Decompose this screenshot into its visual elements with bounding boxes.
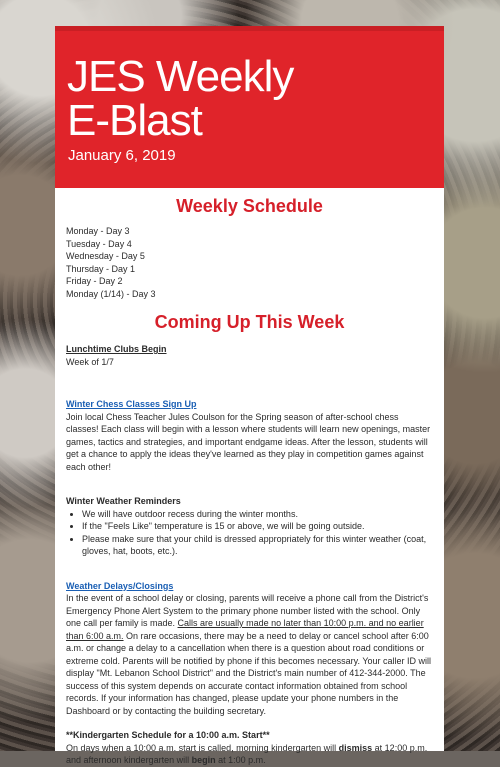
schedule-day: Tuesday - Day 4: [66, 238, 132, 249]
header-banner: [55, 26, 444, 188]
weather-delays-text: [66, 592, 433, 717]
delays-text-a: In the event of a school delay or closing, parents will receive a phone call from the District's Emergency Phone Alert System to the primary phone number listed with the school. Only one call per family is made.: [66, 593, 429, 628]
list-item: • Please make sure that your child is dressed appropriately for this winter weather (coat, gloves, hat, boots, etc.).: [82, 533, 433, 558]
kinder-text-a: On days when a 10:00 a.m. start is called, morning kindergarten will: [66, 742, 339, 753]
coming-up-heading: Coming Up This Week: [154, 312, 345, 332]
newsletter-card: [55, 26, 444, 765]
schedule-day: Thursday - Day 1: [66, 263, 136, 274]
list-item: • If the "Feels Like" temperature is 15 or above, we will be going outside.: [82, 520, 433, 533]
title-line-2: E-Blast: [67, 96, 202, 145]
lunchtime-clubs-text: Week of 1/7: [66, 356, 114, 367]
schedule-day: Monday (1/14) - Day 3: [66, 288, 156, 299]
delays-text-b: On rare occasions, there may be a need to delay or cancel school after 6:00 a.m. or change a delay to a cancellation when there is a question about road conditions or extreme cold. Parents will be notified by phone if this becomes necessary. Your caller ID will display "Mt. Lebanon School District" and the District's main number of 412-344-2000. The success of this system depends on accurate contact information obtained from school records. If your information has changed, please update your phone numbers in the Dashboard or by contacting the building secretary.: [66, 630, 432, 716]
schedule-day: Wednesday - Day 5: [66, 251, 145, 261]
newsletter-title: [67, 52, 294, 145]
schedule-day: Monday - Day 3: [66, 226, 130, 236]
title-line-1: JES Weekly: [67, 52, 294, 101]
delays-call-times: Calls are usually made no later than 10:00 p.m. and no earlier than 6:00 a.m.: [66, 618, 424, 641]
kinder-text-c: at 1:00 p.m.: [215, 755, 266, 765]
winter-weather-list: [66, 508, 433, 558]
kinder-dismiss: dismiss: [338, 742, 373, 753]
newsletter-date: January 6, 2019: [68, 147, 176, 164]
schedule-list: [66, 225, 433, 300]
kinder-text-b: at 12:00 p.m. and afternoon kindergarten will: [66, 742, 428, 765]
winter-weather-title: Winter Weather Reminders: [66, 496, 181, 506]
list-item: • We will have outdoor recess during the winter months.: [82, 508, 433, 521]
lunchtime-clubs-title: Lunchtime Clubs Begin: [66, 344, 167, 354]
kinder-begin: begin: [191, 755, 216, 765]
chess-classes-text: Join local Chess Teacher Jules Coulson for the Spring season of after-school chess classes! Each class will begin with a lesson where students will learn new openings, master games, tactics and strategies, and important endgame ideas. After the lesson, students will get a chance to apply the ideas they've learned as they play in competition games against each other!: [66, 411, 431, 472]
chess-classes-link[interactable]: Winter Chess Classes Sign Up: [66, 399, 197, 409]
weather-delays-link[interactable]: Weather Delays/Closings: [66, 580, 174, 591]
weekly-schedule: [55, 225, 444, 300]
weekly-schedule-heading: Weekly Schedule: [176, 196, 323, 216]
coming-up-content: [55, 343, 444, 767]
schedule-day: Friday - Day 2: [66, 276, 123, 286]
kindergarten-title: **Kindergarten Schedule for a 10:00 a.m. Start**: [66, 730, 270, 740]
kindergarten-text: [66, 742, 433, 767]
